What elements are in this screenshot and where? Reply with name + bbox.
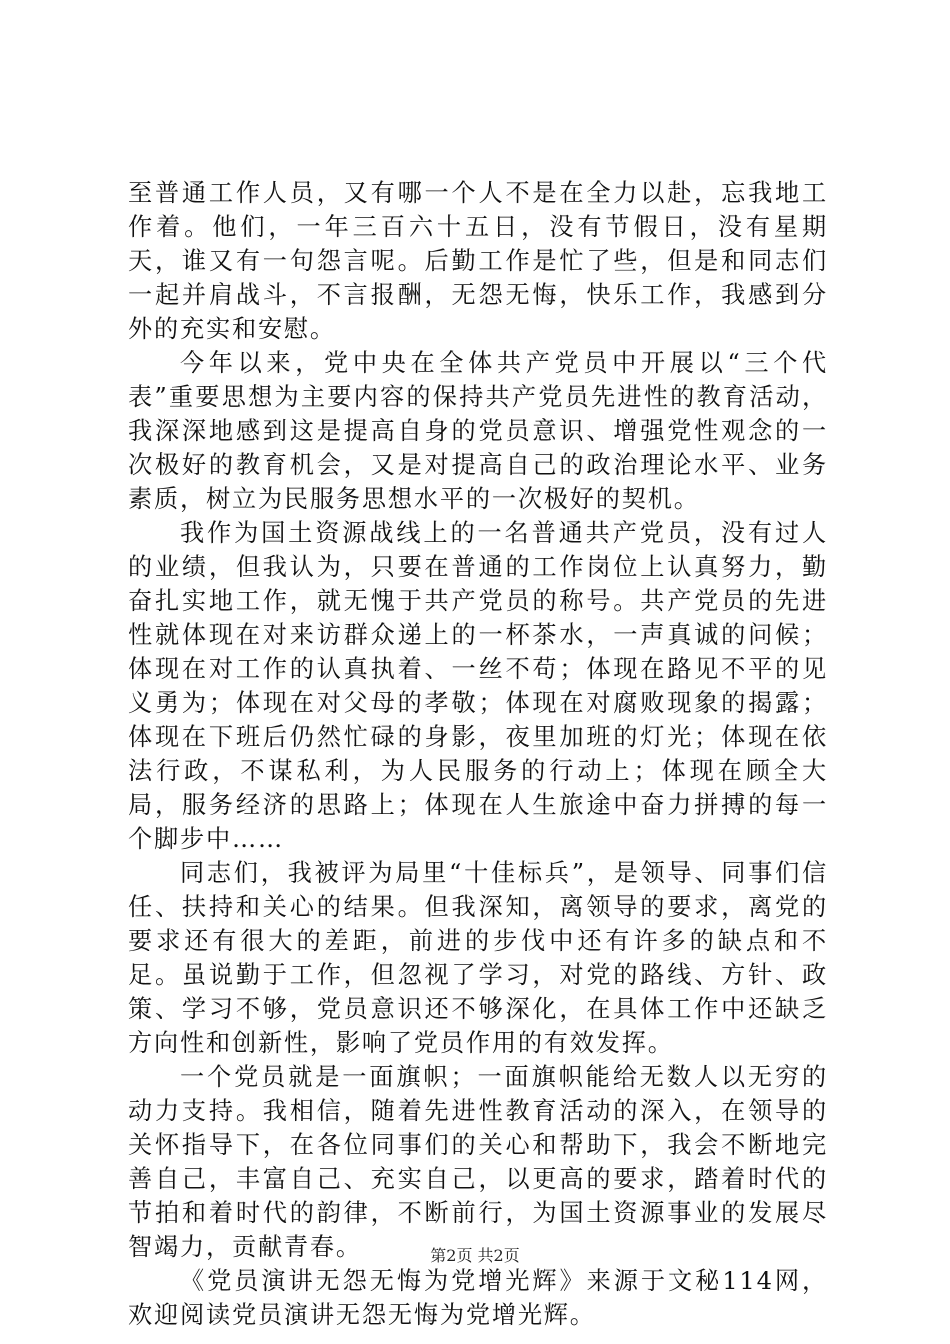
paragraph-self-reflection: 同志们，我被评为局里“十佳标兵”，是领导、同事们信任、扶持和关心的结果。但我深知，离领导的要求，离党的要求还有很大的差距，前进的步伐中还有许多的缺点和不足。虽说勤于工作，但忽视了学习，对党的路线、方针、政策、学习不够，党员意识还不够深化，在具体工作中还缺乏方向性和创新性，影响了党员作用的有效发挥。 bbox=[128, 859, 828, 1057]
page-footer bbox=[0, 1245, 950, 1267]
paragraph-party-member-role: 我作为国土资源战线上的一名普通共产党员，没有过人的业绩，但我认为，只要在普通的工作岗位上认真努力，勤奋扎实地工作，就无愧于共产党员的称号。共产党员的先进性就体现在对来访群众递上的一杯茶水，一声真诚的问候；体现在对工作的认真执着、一丝不苟；体现在路见不平的见义勇为；体现在对父母的孝敬；体现在对腐败现象的揭露；体现在下班后仍然忙碌的身影，夜里加班的灯光；体现在依法行政，不谋私利，为人民服务的行动上；体现在顾全大局，服务经济的思路上；体现在人生旅途中奋力拼搏的每一个脚步中…… bbox=[128, 519, 828, 853]
paragraph-continuation: 至普通工作人员，又有哪一个人不是在全力以赴，忘我地工作着。他们，一年三百六十五日，没有节假日，没有星期天，谁又有一句怨言呢。后勤工作是忙了些，但是和同志们一起并肩战斗，不言报酬，无怨无悔，快乐工作，我感到分外的充实和安慰。 bbox=[128, 179, 828, 343]
paragraph-education-activity: 今年以来，党中央在全体共产党员中开展以“三个代表”重要思想为主要内容的保持共产党员先进性的教育活动，我深深地感到这是提高自身的党员意识、增强党性观念的一次极好的教育机会，又是对提高自己的政治理论水平、业务素质，树立为民服务思想水平的一次极好的契机。 bbox=[128, 349, 828, 513]
paragraph-flag-commitment: 一个党员就是一面旗帜；一面旗帜能给无数人以无穷的动力支持。我相信，随着先进性教育活动的深入，在领导的关怀指导下，在各位同事们的关心和帮助下，我会不断地完善自己，丰富自己、充实自己，以更高的要求，踏着时代的节拍和着时代的韵律，不断前行，为国土资源事业的发展尽智竭力，贡献青春。 bbox=[128, 1063, 828, 1261]
document-body bbox=[128, 176, 828, 1332]
paragraph-source-note: 《党员演讲无怨无悔为党增光辉》来源于文秘114网，欢迎阅读党员演讲无怨无悔为党增光辉。 bbox=[128, 1267, 828, 1329]
page-number-label: 第2页 共2页 bbox=[430, 1246, 520, 1265]
